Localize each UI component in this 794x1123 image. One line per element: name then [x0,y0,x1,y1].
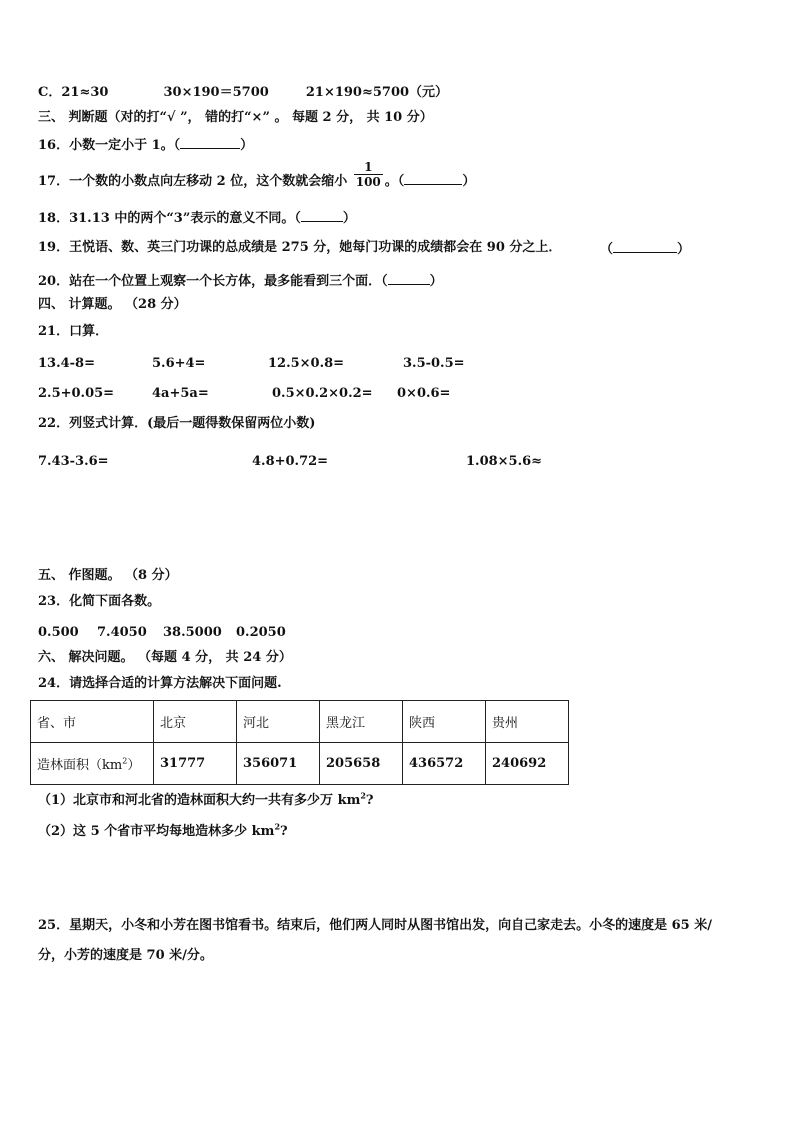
question-17-text: 17．一个数的小数点向左移动 2 位，这个数就会缩小 [38,174,348,189]
table-cell: 31777 [154,743,237,785]
question-23: 23．化简下面各数。 [38,594,161,609]
vertical-calc-item: 4.8+0.72= [252,454,329,469]
question-19-answer [600,240,690,258]
sub-question-text: （1）北京市和河北省的造林面积大约一共有多少万 km [38,793,361,808]
superscript: 2 [360,790,366,801]
calc-item: 0×0.6= [397,386,451,401]
simplify-item: 0.2050 [236,625,286,640]
table-cell: 436572 [403,743,486,785]
simplify-item: 7.4050 [97,625,147,640]
calc-item: 3.5-0.5= [403,356,465,371]
afforestation-table [30,700,569,785]
sub-question-text: （2）这 5 个省市平均每地造林多少 km [38,824,275,839]
paren-close: ） [240,138,254,153]
paren-close: ） [342,211,356,226]
question-22: 22．列竖式计算．(最后一题得数保留两位小数) [38,416,316,431]
section-4-heading: 四、 计算题。 （28 分） [38,297,187,312]
question-24: 24．请选择合适的计算方法解决下面问题. [38,676,282,691]
section-6-heading: 六、 解决问题。 （每题 4 分， 共 24 分） [38,650,292,665]
calc-item: 5.6+4= [152,356,206,371]
question-mark: ? [280,824,288,839]
option-c-mid: 30×190＝5700 [163,85,269,100]
table-header-row [31,701,569,743]
paren-close: ） [429,274,443,289]
simplify-item: 0.500 [38,625,79,640]
question-16 [38,136,253,154]
table-header-cell: 河北 [237,701,320,743]
fraction-denominator: 100 [355,175,381,189]
table-header-cell: 陕西 [403,701,486,743]
question-21: 21．口算． [38,324,109,339]
option-c-right: 21×190≈5700（元） [305,85,449,100]
question-19 [38,240,561,256]
superscript: 2 [274,821,281,832]
vertical-calc-item: 1.08×5.6≈ [466,454,543,469]
answer-blank[interactable] [404,172,462,185]
fraction-1-100 [354,160,383,189]
question-19-text: 19．王悦语、数、英三门功课的总成绩是 275 分，她每门功课的成绩都会在 90 分之上． [38,240,562,255]
table-row [31,743,569,785]
answer-blank[interactable] [180,136,240,149]
paren-close: ） [677,242,691,257]
question-mark: ? [365,793,374,808]
paren-close: ） [462,174,476,189]
question-16-text: 16．小数一定小于 1。（ [38,138,181,153]
option-c-label: C．21≈30 [38,85,109,100]
question-17-after: 。（ [384,174,405,189]
vertical-calc-item: 7.43-3.6= [38,454,109,469]
paren-open: （ [600,242,614,257]
calc-item: 13.4-8= [38,356,95,371]
question-25-line-2: 分，小芳的速度是 70 米/分。 [38,948,213,963]
table-row-label [31,743,154,785]
calc-item: 4a+5a= [152,386,209,401]
option-c-line [38,85,448,101]
calc-item: 2.5+0.05= [38,386,115,401]
question-20 [38,272,443,290]
table-cell: 205658 [320,743,403,785]
answer-blank[interactable] [613,240,677,253]
question-24-sub-1 [38,790,374,809]
question-20-text: 20．站在一个位置上观察一个长方体，最多能看到三个面．（ [38,274,388,289]
calc-item: 12.5×0.8= [268,356,345,371]
table-header-cell: 贵州 [486,701,569,743]
answer-blank[interactable] [301,209,343,222]
table-header-cell: 省、市 [31,701,154,743]
fraction-numerator: 1 [354,160,383,175]
table-cell: 356071 [237,743,320,785]
question-24-sub-2 [38,821,288,840]
calc-item: 0.5×0.2×0.2= [272,386,373,401]
row-label-text: 造林面积（km [37,758,123,773]
superscript: 2 [122,756,128,766]
answer-blank[interactable] [388,272,430,285]
question-18 [38,209,356,227]
table-header-cell: 北京 [154,701,237,743]
question-25-line-1: 25．星期天，小冬和小芳在图书馆看书。结束后，他们两人同时从图书馆出发，向自己家走去。小冬的速度是 65 米/ [38,918,712,933]
table-cell: 240692 [486,743,569,785]
table-header-cell: 黑龙江 [320,701,403,743]
section-3-heading: 三、 判断题（对的打“√ ”， 错的打“×” 。 每题 2 分， 共 10 分） [38,110,433,125]
simplify-item: 38.5000 [163,625,222,640]
question-18-text: 18．31.13 中的两个“3”表示的意义不同。（ [38,211,301,226]
row-label-end: ） [127,758,141,773]
section-5-heading: 五、 作图题。 （8 分） [38,568,178,583]
question-17 [38,160,476,190]
